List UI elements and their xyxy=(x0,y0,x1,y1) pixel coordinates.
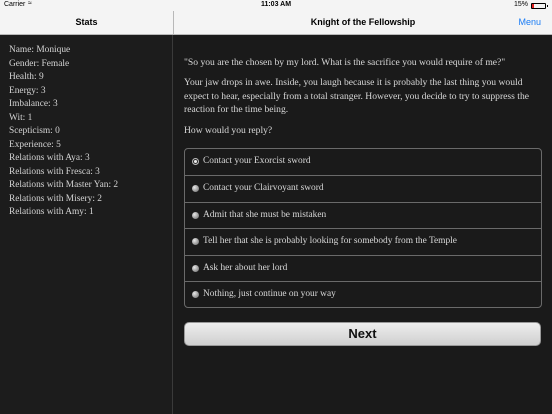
radio-icon xyxy=(192,265,199,272)
choice-label: Contact your Exorcist sword xyxy=(203,156,311,167)
wifi-icon: ≈ xyxy=(28,0,32,7)
status-bar xyxy=(0,0,552,11)
stat-wit: Wit: 1 xyxy=(9,112,33,123)
stat-gender: Gender: Female xyxy=(9,58,70,69)
choice-contact-clairvoyant-sword[interactable] xyxy=(185,175,541,201)
carrier-label: Carrier xyxy=(4,1,26,8)
stat-name: Name: Monique xyxy=(9,45,71,55)
choice-ask-lord[interactable] xyxy=(185,255,541,281)
choice-list xyxy=(184,148,542,308)
stat-relations-aya: Relations with Aya: 3 xyxy=(9,153,90,163)
battery-percent: 15% xyxy=(513,1,528,8)
page-title: Knight of the Fellowship xyxy=(310,17,416,27)
stat-energy: Energy: 3 xyxy=(9,85,46,96)
stat-relations-amy: Relations with Amy: 1 xyxy=(9,207,94,217)
stat-imbalance: Imbalance: 3 xyxy=(9,99,58,109)
stats-title: Stats xyxy=(75,17,98,27)
stat-health: Health: 9 xyxy=(9,72,44,82)
choice-label: Admit that she must be mistaken xyxy=(203,209,327,220)
stat-experience: Experience: 5 xyxy=(9,139,61,150)
stat-relations-fresca: Relations with Fresca: 3 xyxy=(9,166,100,177)
radio-selected-icon xyxy=(192,158,199,165)
story-prompt: How would you reply? xyxy=(184,124,273,136)
next-button[interactable]: Next xyxy=(184,322,541,346)
menu-button[interactable]: Menu xyxy=(518,17,541,27)
battery-icon xyxy=(531,3,546,9)
choice-label: Contact your Clairvoyant sword xyxy=(203,183,324,194)
stats-sidebar xyxy=(0,35,173,414)
stat-scepticism: Scepticism: 0 xyxy=(9,126,60,136)
stat-relations-misery: Relations with Misery: 2 xyxy=(9,193,102,204)
choice-contact-exorcist-sword[interactable] xyxy=(185,149,541,175)
radio-icon xyxy=(192,212,199,219)
radio-icon xyxy=(192,291,199,298)
stat-relations-master-yan: Relations with Master Yan: 2 xyxy=(9,180,119,190)
radio-icon xyxy=(192,185,199,192)
choice-temple[interactable] xyxy=(185,228,541,254)
story-content xyxy=(174,35,552,414)
story-quote: "So you are the chosen by my lord. What is the sacrifice you would require of me?" xyxy=(184,57,506,68)
choice-label: Tell her that she is probably looking for somebody from the Temple xyxy=(203,236,457,247)
nav-bar xyxy=(0,11,552,35)
choice-label: Nothing, just continue on your way xyxy=(203,288,336,299)
choice-label: Ask her about her lord xyxy=(203,262,288,273)
choice-admit-mistaken[interactable] xyxy=(185,202,541,228)
choice-continue[interactable] xyxy=(185,281,541,307)
radio-icon xyxy=(192,238,199,245)
story-narration: Your jaw drops in awe. Inside, you laugh because it is probably the last thing you would expect to hear, especially from a total stranger. However, you decide to try to suppress the reaction for the time being. xyxy=(184,77,530,116)
status-time: 11:03 AM xyxy=(260,1,292,8)
